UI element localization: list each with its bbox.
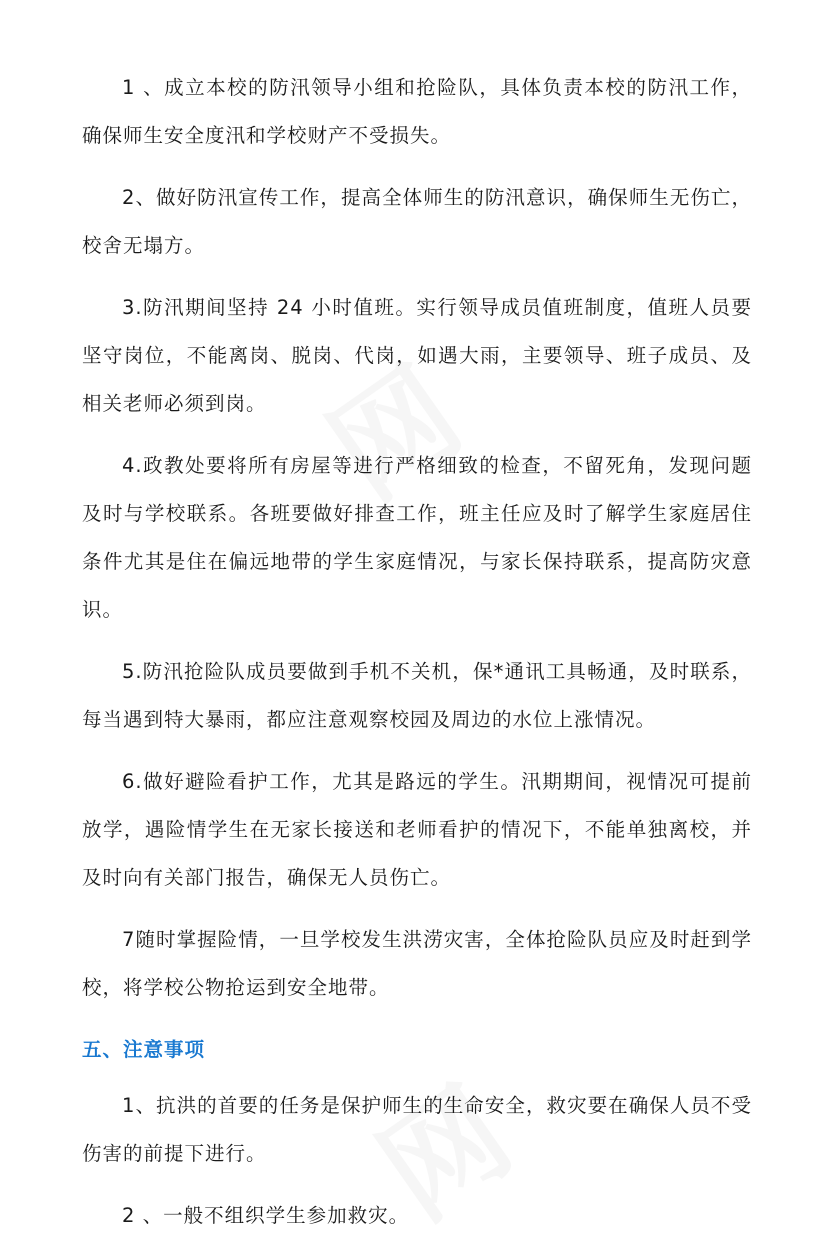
paragraph-1: 1 、成立本校的防汛领导小组和抢险队，具体负责本校的防汛工作，确保师生安全度汛和学校财产不受损失。 <box>82 76 752 147</box>
paragraph-3: 3.防汛期间坚持 24 小时值班。实行领导成员值班制度，值班人员要坚守岗位，不能离岗、脱岗、代岗，如遇大雨，主要领导、班子成员、及相关老师必须到岗。 <box>82 296 752 415</box>
paragraph-6: 6.做好避险看护工作，尤其是路远的学生。汛期期间，视情况可提前放学，遇险情学生在无家长接送和老师看护的情况下，不能单独离校，并及时向有关部门报告，确保无人员伤亡。 <box>82 770 752 889</box>
section-heading: 五、注意事项 <box>82 1038 206 1061</box>
document-page <box>82 64 752 1254</box>
paragraph-7: 7随时掌握险情，一旦学校发生洪涝灾害，全体抢险队员应及时赶到学校，将学校公物抢运到安全地带。 <box>82 928 752 999</box>
paragraph-4: 4.政教处要将所有房屋等进行严格细致的检查，不留死角，发现问题及时与学校联系。各班要做好排查工作，班主任应及时了解学生家庭居住条件尤其是住在偏远地带的学生家庭情况，与家长保持联系，提高防灾意识。 <box>82 454 752 621</box>
paragraph-note-2: 2 、一般不组织学生参加救灾。 <box>122 1204 410 1227</box>
paragraph-2: 2、做好防汛宣传工作，提高全体师生的防汛意识，确保师生无伤亡，校舍无塌方。 <box>82 186 752 257</box>
paragraph-note-1: 1、抗洪的首要的任务是保护师生的生命安全，救灾要在确保人员不受伤害的前提下进行。 <box>82 1094 752 1165</box>
paragraph-5: 5.防汛抢险队成员要做到手机不关机，保*通讯工具畅通，及时联系，每当遇到特大暴雨，都应注意观察校园及周边的水位上涨情况。 <box>82 660 752 731</box>
